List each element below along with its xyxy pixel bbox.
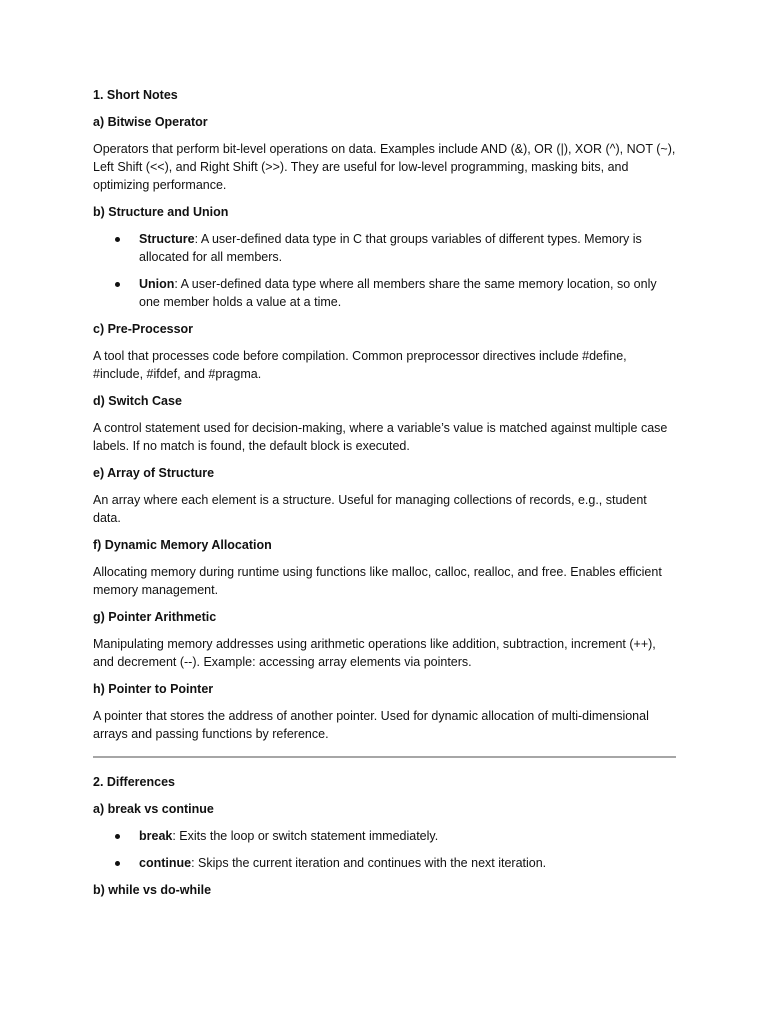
list-break-continue bbox=[93, 827, 677, 872]
heading-while-vs-do-while: b) while vs do-while bbox=[93, 883, 212, 897]
document-page bbox=[93, 86, 677, 908]
heading-structure-union: b) Structure and Union bbox=[93, 205, 229, 219]
heading-switch-case: d) Switch Case bbox=[93, 394, 182, 408]
term-union: Union bbox=[139, 277, 175, 291]
bullet-icon bbox=[115, 834, 120, 839]
heading-break-vs-continue: a) break vs continue bbox=[93, 802, 214, 816]
section-title-differences: 2. Differences bbox=[93, 775, 175, 789]
term-break: break bbox=[139, 829, 173, 843]
term-structure: Structure bbox=[139, 232, 195, 246]
list-structure-union bbox=[93, 230, 677, 311]
definition-structure: : A user-defined data type in C that groups variables of different types. Memory is allocated for all members. bbox=[139, 232, 642, 264]
text-dynamic-memory: Allocating memory during runtime using functions like malloc, calloc, realloc, and free. Enables efficient memory management. bbox=[93, 565, 662, 597]
bullet-icon bbox=[115, 282, 120, 287]
section-divider bbox=[93, 756, 676, 758]
text-pointer-to-pointer: A pointer that stores the address of another pointer. Used for dynamic allocation of multi-dimensional arrays and passing functions by reference. bbox=[93, 709, 649, 741]
heading-pointer-to-pointer: h) Pointer to Pointer bbox=[93, 682, 214, 696]
bullet-icon bbox=[115, 861, 120, 866]
text-array-of-structure: An array where each element is a structure. Useful for managing collections of records, e.g., student data. bbox=[93, 493, 647, 525]
list-item bbox=[93, 854, 677, 872]
heading-dynamic-memory: f) Dynamic Memory Allocation bbox=[93, 538, 272, 552]
definition-union: : A user-defined data type where all members share the same memory location, so only one member holds a value at a time. bbox=[139, 277, 657, 309]
definition-continue: : Skips the current iteration and continues with the next iteration. bbox=[191, 856, 547, 870]
list-item bbox=[93, 230, 677, 266]
heading-bitwise-operator: a) Bitwise Operator bbox=[93, 115, 208, 129]
text-switch-case: A control statement used for decision-making, where a variable’s value is matched against multiple case labels. If no match is found, the default block is executed. bbox=[93, 421, 668, 453]
text-pre-processor: A tool that processes code before compilation. Common preprocessor directives include #define, #include, #ifdef, and #pragma. bbox=[93, 349, 627, 381]
list-item bbox=[93, 275, 677, 311]
heading-pointer-arithmetic: g) Pointer Arithmetic bbox=[93, 610, 217, 624]
term-continue: continue bbox=[139, 856, 192, 870]
text-pointer-arithmetic: Manipulating memory addresses using arithmetic operations like addition, subtraction, increment (++), and decrement (--). Example: accessing array elements via pointers. bbox=[93, 637, 656, 669]
definition-break: : Exits the loop or switch statement immediately. bbox=[172, 829, 439, 843]
heading-pre-processor: c) Pre-Processor bbox=[93, 322, 194, 336]
section-title-short-notes: 1. Short Notes bbox=[93, 88, 178, 102]
list-item bbox=[93, 827, 677, 845]
text-bitwise-operator: Operators that perform bit-level operations on data. Examples include AND (&), OR (|), XOR (^), NOT (~), Left Shift (<<), and Right Shift (>>). They are useful for low-level programming, masking bits, and optimizing performance. bbox=[93, 142, 676, 192]
bullet-icon bbox=[115, 237, 120, 242]
heading-array-of-structure: e) Array of Structure bbox=[93, 466, 215, 480]
